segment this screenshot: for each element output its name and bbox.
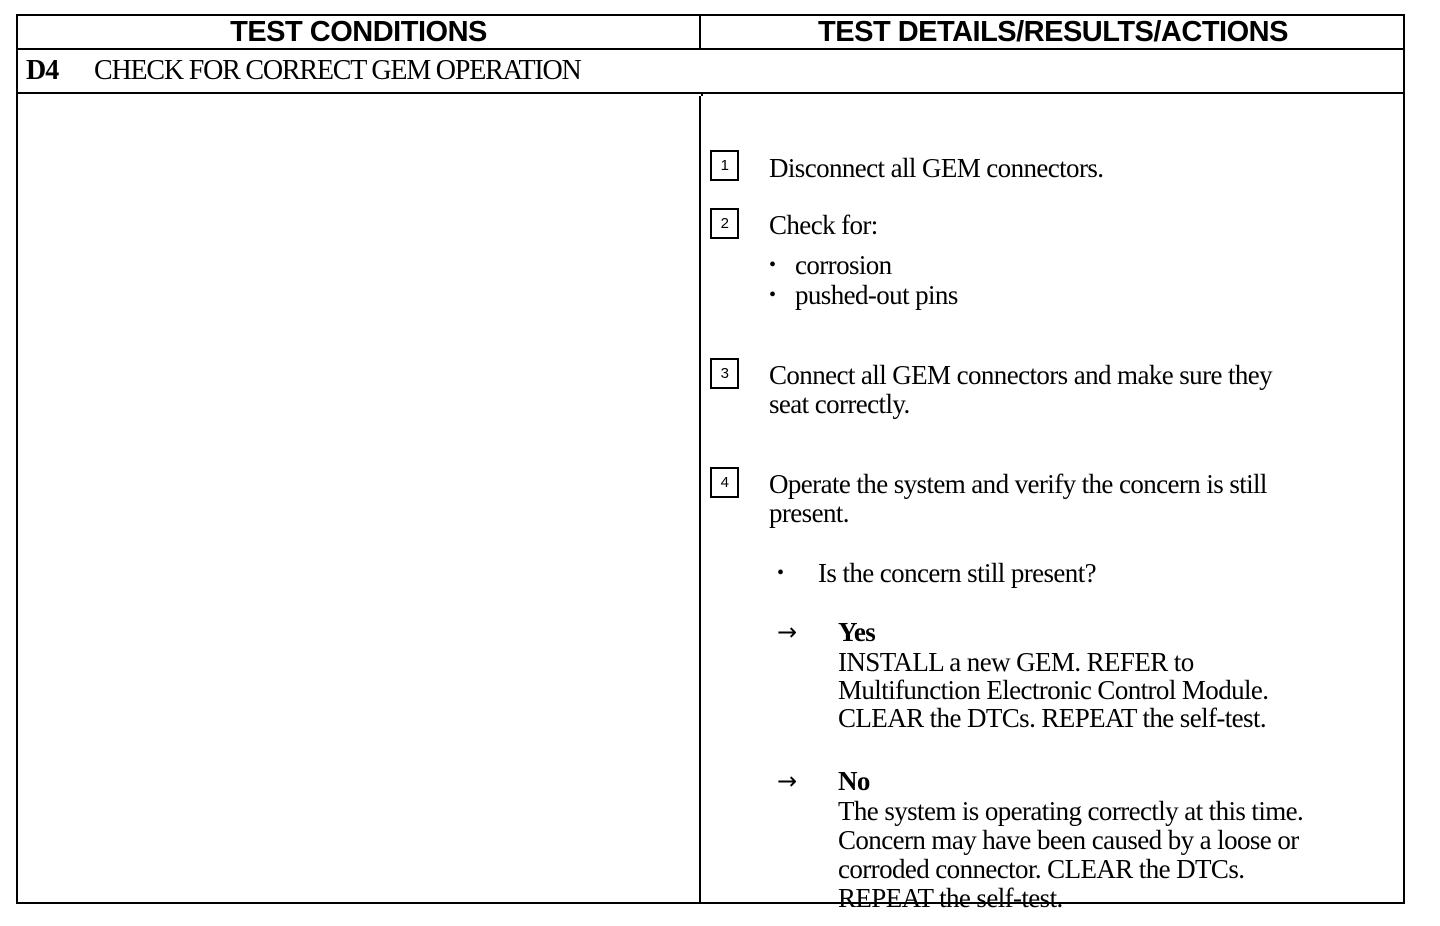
test-details-cell <box>701 96 1403 913</box>
action-text: Check for: <box>769 210 878 240</box>
header-test-details: TEST DETAILS/RESULTS/ACTIONS <box>818 15 1288 48</box>
test-conditions-cell <box>18 96 699 902</box>
outcome-text-no: The system is operating correctly at this time. Concern may have been caused by a loose or corroded connector. CLEAR the DTCs. REPEAT the self-test. <box>838 796 1304 913</box>
arrow-right-icon: → <box>777 618 797 646</box>
question-text: • Is the concern still present? <box>777 559 1096 589</box>
outcome-label-yes: Yes <box>838 617 876 647</box>
check-list <box>769 251 958 311</box>
step-number-box: 3 <box>710 358 739 389</box>
step-title-row <box>18 50 1403 94</box>
list-item: • corrosion <box>769 251 958 281</box>
outcome-text-yes: INSTALL a new GEM. REFER to Multifunction Electronic Control Module. CLEAR the DTCs. REPEAT the self-test. <box>838 647 1269 733</box>
table-header-row <box>18 16 1403 50</box>
list-item: • pushed-out pins <box>769 281 958 311</box>
question-list <box>777 559 1096 589</box>
step-number-box: 2 <box>710 208 739 239</box>
step-number-box: 1 <box>710 150 739 181</box>
step-title: CHECK FOR CORRECT GEM OPERATION <box>94 55 581 86</box>
outcome-label-no: No <box>838 766 870 796</box>
action-text: Operate the system and verify the concern is still present. <box>769 469 1267 528</box>
action-text: Connect all GEM connectors and make sure they seat correctly. <box>769 360 1273 419</box>
diagnostic-table <box>16 14 1405 913</box>
step-id: D4 <box>26 55 59 86</box>
step-number-box: 4 <box>710 467 739 498</box>
arrow-right-icon: → <box>777 767 797 795</box>
header-test-conditions: TEST CONDITIONS <box>18 16 701 48</box>
action-text: Disconnect all GEM connectors. <box>769 153 1104 183</box>
